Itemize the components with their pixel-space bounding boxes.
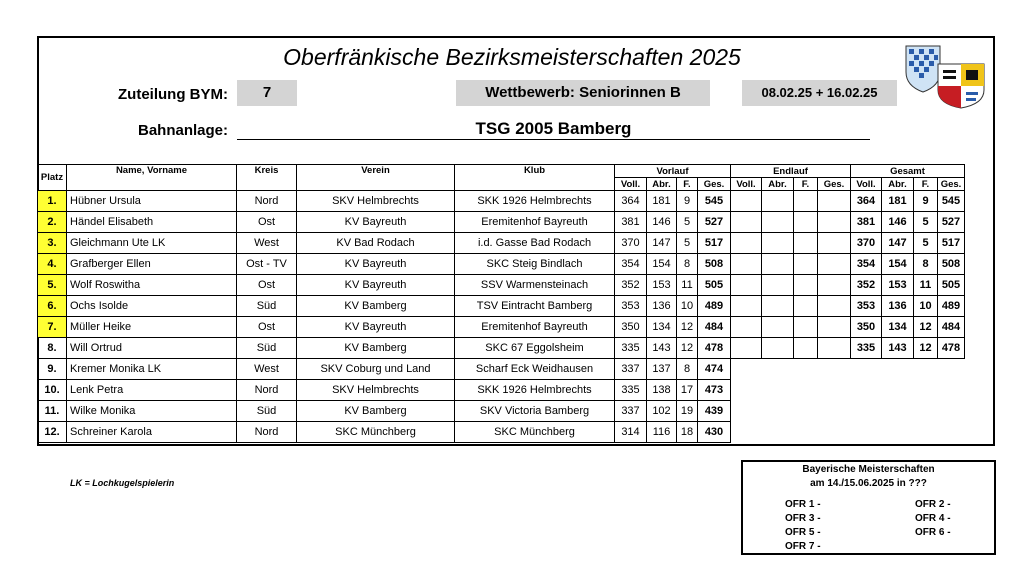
verein-cell: KV Bayreuth [297, 317, 455, 338]
vorlauf-cell: 381 [615, 212, 647, 233]
table-row [38, 380, 965, 401]
kreis-cell: Nord [237, 191, 297, 212]
vorlauf-cell: 354 [615, 254, 647, 275]
empty-cell [731, 401, 762, 422]
table-row [38, 422, 965, 443]
empty-cell [762, 359, 794, 380]
gesamt-cell: 545 [938, 191, 965, 212]
verein-cell: SKV Helmbrechts [297, 191, 455, 212]
name-cell: Müller Heike [67, 317, 237, 338]
vorlauf-cell: 181 [647, 191, 677, 212]
platz-cell: 6. [38, 296, 67, 317]
platz-cell: 4. [38, 254, 67, 275]
wettbewerb-badge: Wettbewerb: Seniorinnen B [456, 80, 710, 106]
sub-f: F. [914, 178, 938, 191]
vorlauf-cell: 12 [677, 317, 698, 338]
ofr-slot: OFR 5 - [785, 527, 821, 538]
table-row [38, 317, 965, 338]
sub-voll: Voll. [731, 178, 762, 191]
gesamt-cell: 8 [914, 254, 938, 275]
vorlauf-cell: 153 [647, 275, 677, 296]
klub-cell: SKV Victoria Bamberg [455, 401, 615, 422]
table-row [38, 233, 965, 254]
footnote: LK = Lochkugelspielerin [70, 478, 175, 488]
table-row [38, 275, 965, 296]
kreis-cell: Ost - TV [237, 254, 297, 275]
endlauf-cell [818, 212, 851, 233]
empty-cell [882, 401, 914, 422]
endlauf-cell [818, 275, 851, 296]
verein-cell: KV Bad Rodach [297, 233, 455, 254]
endlauf-cell [731, 212, 762, 233]
ofr-slot: OFR 4 - [915, 513, 951, 524]
endlauf-cell [818, 191, 851, 212]
vorlauf-cell: 134 [647, 317, 677, 338]
empty-cell [938, 422, 965, 443]
bahnanlage-label: Bahnanlage: [138, 122, 229, 139]
vorlauf-cell: 489 [698, 296, 731, 317]
endlauf-cell [731, 233, 762, 254]
empty-cell [731, 380, 762, 401]
klub-cell: Eremitenhof Bayreuth [455, 212, 615, 233]
ofr-slot: OFR 3 - [785, 513, 821, 524]
platz-cell: 11. [38, 401, 67, 422]
verein-cell: SKC Münchberg [297, 422, 455, 443]
zuteilung-label: Zuteilung BYM: [118, 86, 228, 103]
sub-voll: Voll. [851, 178, 882, 191]
verein-cell: KV Bamberg [297, 401, 455, 422]
kreis-cell: Süd [237, 401, 297, 422]
empty-cell [938, 380, 965, 401]
vorlauf-cell: 337 [615, 401, 647, 422]
results-table [37, 164, 965, 443]
empty-cell [938, 401, 965, 422]
platz-cell: 2. [38, 212, 67, 233]
endlauf-cell [731, 275, 762, 296]
vorlauf-cell: 143 [647, 338, 677, 359]
vorlauf-cell: 5 [677, 233, 698, 254]
vorlauf-cell: 352 [615, 275, 647, 296]
empty-cell [794, 359, 818, 380]
vorlauf-cell: 439 [698, 401, 731, 422]
endlauf-cell [731, 254, 762, 275]
gesamt-cell: 5 [914, 233, 938, 254]
endlauf-cell [762, 254, 794, 275]
platz-cell: 12. [38, 422, 67, 443]
endlauf-cell [731, 191, 762, 212]
gesamt-cell: 517 [938, 233, 965, 254]
empty-cell [794, 401, 818, 422]
page-title: Oberfränkische Bezirksmeisterschaften 2025 [283, 44, 741, 70]
col-endlauf: Endlauf [731, 165, 851, 178]
empty-cell [794, 380, 818, 401]
name-cell: Grafberger Ellen [67, 254, 237, 275]
vorlauf-cell: 335 [615, 338, 647, 359]
endlauf-cell [818, 254, 851, 275]
klub-cell: SKC 67 Eggolsheim [455, 338, 615, 359]
sub-ges: Ges. [938, 178, 965, 191]
vorlauf-cell: 335 [615, 380, 647, 401]
col-gesamt: Gesamt [851, 165, 965, 178]
verein-cell: KV Bayreuth [297, 212, 455, 233]
empty-cell [731, 359, 762, 380]
vorlauf-cell: 12 [677, 338, 698, 359]
endlauf-cell [762, 275, 794, 296]
bym-title-2: am 14./15.06.2025 in ??? [810, 478, 927, 489]
empty-cell [818, 422, 851, 443]
endlauf-cell [794, 191, 818, 212]
endlauf-cell [762, 191, 794, 212]
endlauf-cell [818, 233, 851, 254]
name-cell: Wolf Roswitha [67, 275, 237, 296]
vorlauf-cell: 147 [647, 233, 677, 254]
vorlauf-cell: 116 [647, 422, 677, 443]
gesamt-cell: 146 [882, 212, 914, 233]
klub-cell: TSV Eintracht Bamberg [455, 296, 615, 317]
gesamt-cell: 352 [851, 275, 882, 296]
gesamt-cell: 181 [882, 191, 914, 212]
endlauf-cell [794, 233, 818, 254]
vorlauf-cell: 337 [615, 359, 647, 380]
endlauf-cell [794, 338, 818, 359]
endlauf-cell [762, 296, 794, 317]
vorlauf-cell: 154 [647, 254, 677, 275]
dates-badge: 08.02.25 + 16.02.25 [742, 80, 897, 106]
endlauf-cell [794, 317, 818, 338]
col-vorlauf: Vorlauf [615, 165, 731, 178]
kreis-cell: Süd [237, 338, 297, 359]
vorlauf-cell: 146 [647, 212, 677, 233]
vorlauf-cell: 508 [698, 254, 731, 275]
endlauf-cell [731, 317, 762, 338]
vorlauf-cell: 11 [677, 275, 698, 296]
name-cell: Wilke Monika [67, 401, 237, 422]
sub-abr: Abr. [882, 178, 914, 191]
empty-cell [882, 359, 914, 380]
platz-cell: 3. [38, 233, 67, 254]
empty-cell [851, 359, 882, 380]
sub-abr: Abr. [762, 178, 794, 191]
name-cell: Ochs Isolde [67, 296, 237, 317]
verein-cell: SKV Helmbrechts [297, 380, 455, 401]
empty-cell [794, 422, 818, 443]
vorlauf-cell: 5 [677, 212, 698, 233]
vorlauf-cell: 370 [615, 233, 647, 254]
gesamt-cell: 136 [882, 296, 914, 317]
gesamt-cell: 335 [851, 338, 882, 359]
vorlauf-cell: 102 [647, 401, 677, 422]
kreis-cell: Ost [237, 212, 297, 233]
kreis-cell: Ost [237, 275, 297, 296]
vorlauf-cell: 478 [698, 338, 731, 359]
gesamt-cell: 370 [851, 233, 882, 254]
empty-cell [882, 380, 914, 401]
platz-cell: 5. [38, 275, 67, 296]
gesamt-cell: 353 [851, 296, 882, 317]
ofr-slot: OFR 6 - [915, 527, 951, 538]
vorlauf-cell: 8 [677, 359, 698, 380]
endlauf-cell [818, 338, 851, 359]
verein-cell: SKV Coburg und Land [297, 359, 455, 380]
vorlauf-cell: 10 [677, 296, 698, 317]
sub-abr: Abr. [647, 178, 677, 191]
empty-cell [818, 380, 851, 401]
col-klub: Klub [455, 165, 615, 191]
gesamt-cell: 9 [914, 191, 938, 212]
bym-title-1: Bayerische Meisterschaften [802, 464, 935, 475]
name-cell: Hübner Ursula [67, 191, 237, 212]
sub-ges: Ges. [818, 178, 851, 191]
gesamt-cell: 12 [914, 317, 938, 338]
kreis-cell: Nord [237, 422, 297, 443]
empty-cell [762, 422, 794, 443]
sub-f: F. [677, 178, 698, 191]
endlauf-cell [762, 317, 794, 338]
vorlauf-cell: 430 [698, 422, 731, 443]
vorlauf-cell: 474 [698, 359, 731, 380]
gesamt-cell: 5 [914, 212, 938, 233]
ofr-slot: OFR 2 - [915, 499, 951, 510]
kreis-cell: West [237, 233, 297, 254]
gesamt-cell: 508 [938, 254, 965, 275]
gesamt-cell: 350 [851, 317, 882, 338]
endlauf-cell [794, 275, 818, 296]
ofr-slot: OFR 1 - [785, 499, 821, 510]
table-row [38, 212, 965, 233]
vorlauf-cell: 350 [615, 317, 647, 338]
vorlauf-cell: 137 [647, 359, 677, 380]
col-platz: Platz [38, 165, 67, 191]
verein-cell: KV Bayreuth [297, 254, 455, 275]
bahnanlage-underline [237, 139, 870, 140]
sub-ges: Ges. [698, 178, 731, 191]
empty-cell [914, 380, 938, 401]
vorlauf-cell: 353 [615, 296, 647, 317]
vorlauf-cell: 19 [677, 401, 698, 422]
vorlauf-cell: 505 [698, 275, 731, 296]
verein-cell: KV Bamberg [297, 338, 455, 359]
col-kreis: Kreis [237, 165, 297, 191]
sub-voll: Voll. [615, 178, 647, 191]
gesamt-cell: 505 [938, 275, 965, 296]
gesamt-cell: 153 [882, 275, 914, 296]
name-cell: Will Ortrud [67, 338, 237, 359]
endlauf-cell [762, 212, 794, 233]
kreis-cell: Ost [237, 317, 297, 338]
vorlauf-cell: 17 [677, 380, 698, 401]
platz-cell: 10. [38, 380, 67, 401]
name-cell: Gleichmann Ute LK [67, 233, 237, 254]
klub-cell: SKK 1926 Helmbrechts [455, 191, 615, 212]
klub-cell: SKC Münchberg [455, 422, 615, 443]
klub-cell: SSV Warmensteinach [455, 275, 615, 296]
endlauf-cell [762, 233, 794, 254]
vorlauf-cell: 517 [698, 233, 731, 254]
gesamt-cell: 11 [914, 275, 938, 296]
vorlauf-cell: 484 [698, 317, 731, 338]
gesamt-cell: 143 [882, 338, 914, 359]
vorlauf-cell: 364 [615, 191, 647, 212]
empty-cell [731, 422, 762, 443]
name-cell: Kremer Monika LK [67, 359, 237, 380]
gesamt-cell: 147 [882, 233, 914, 254]
gesamt-cell: 484 [938, 317, 965, 338]
empty-cell [851, 401, 882, 422]
kreis-cell: Süd [237, 296, 297, 317]
endlauf-cell [794, 296, 818, 317]
empty-cell [882, 422, 914, 443]
kreis-cell: Nord [237, 380, 297, 401]
col-name: Name, Vorname [67, 165, 237, 191]
vorlauf-cell: 136 [647, 296, 677, 317]
table-row [38, 296, 965, 317]
gesamt-cell: 478 [938, 338, 965, 359]
platz-cell: 8. [38, 338, 67, 359]
verein-cell: KV Bayreuth [297, 275, 455, 296]
platz-cell: 9. [38, 359, 67, 380]
vorlauf-cell: 545 [698, 191, 731, 212]
gesamt-cell: 489 [938, 296, 965, 317]
table-row [38, 191, 965, 212]
endlauf-cell [818, 317, 851, 338]
name-cell: Lenk Petra [67, 380, 237, 401]
vorlauf-cell: 314 [615, 422, 647, 443]
vorlauf-cell: 9 [677, 191, 698, 212]
klub-cell: i.d. Gasse Bad Rodach [455, 233, 615, 254]
zuteilung-value: 7 [237, 80, 297, 106]
platz-cell: 1. [38, 191, 67, 212]
oberfranken-coat-of-arms-icon [900, 42, 992, 110]
empty-cell [851, 422, 882, 443]
vorlauf-cell: 18 [677, 422, 698, 443]
table-row [38, 401, 965, 422]
gesamt-cell: 364 [851, 191, 882, 212]
gesamt-cell: 381 [851, 212, 882, 233]
empty-cell [914, 422, 938, 443]
header-row-1 [38, 165, 965, 178]
gesamt-cell: 12 [914, 338, 938, 359]
table-row [38, 254, 965, 275]
klub-cell: Eremitenhof Bayreuth [455, 317, 615, 338]
vorlauf-cell: 8 [677, 254, 698, 275]
endlauf-cell [731, 296, 762, 317]
klub-cell: Scharf Eck Weidhausen [455, 359, 615, 380]
table-row [38, 338, 965, 359]
vorlauf-cell: 527 [698, 212, 731, 233]
empty-cell [938, 359, 965, 380]
bahnanlage-value: TSG 2005 Bamberg [475, 119, 632, 138]
gesamt-cell: 154 [882, 254, 914, 275]
col-verein: Verein [297, 165, 455, 191]
vorlauf-cell: 138 [647, 380, 677, 401]
endlauf-cell [794, 212, 818, 233]
gesamt-cell: 134 [882, 317, 914, 338]
empty-cell [914, 359, 938, 380]
empty-cell [818, 359, 851, 380]
endlauf-cell [818, 296, 851, 317]
empty-cell [851, 380, 882, 401]
bym-box [741, 460, 996, 555]
table-row [38, 359, 965, 380]
sub-f: F. [794, 178, 818, 191]
endlauf-cell [794, 254, 818, 275]
endlauf-cell [731, 338, 762, 359]
name-cell: Händel Elisabeth [67, 212, 237, 233]
empty-cell [914, 401, 938, 422]
gesamt-cell: 527 [938, 212, 965, 233]
verein-cell: KV Bamberg [297, 296, 455, 317]
empty-cell [818, 401, 851, 422]
klub-cell: SKK 1926 Helmbrechts [455, 380, 615, 401]
kreis-cell: West [237, 359, 297, 380]
endlauf-cell [762, 338, 794, 359]
ofr-slot: OFR 7 - [785, 541, 821, 552]
empty-cell [762, 380, 794, 401]
gesamt-cell: 10 [914, 296, 938, 317]
empty-cell [762, 401, 794, 422]
gesamt-cell: 354 [851, 254, 882, 275]
vorlauf-cell: 473 [698, 380, 731, 401]
name-cell: Schreiner Karola [67, 422, 237, 443]
platz-cell: 7. [38, 317, 67, 338]
klub-cell: SKC Steig Bindlach [455, 254, 615, 275]
